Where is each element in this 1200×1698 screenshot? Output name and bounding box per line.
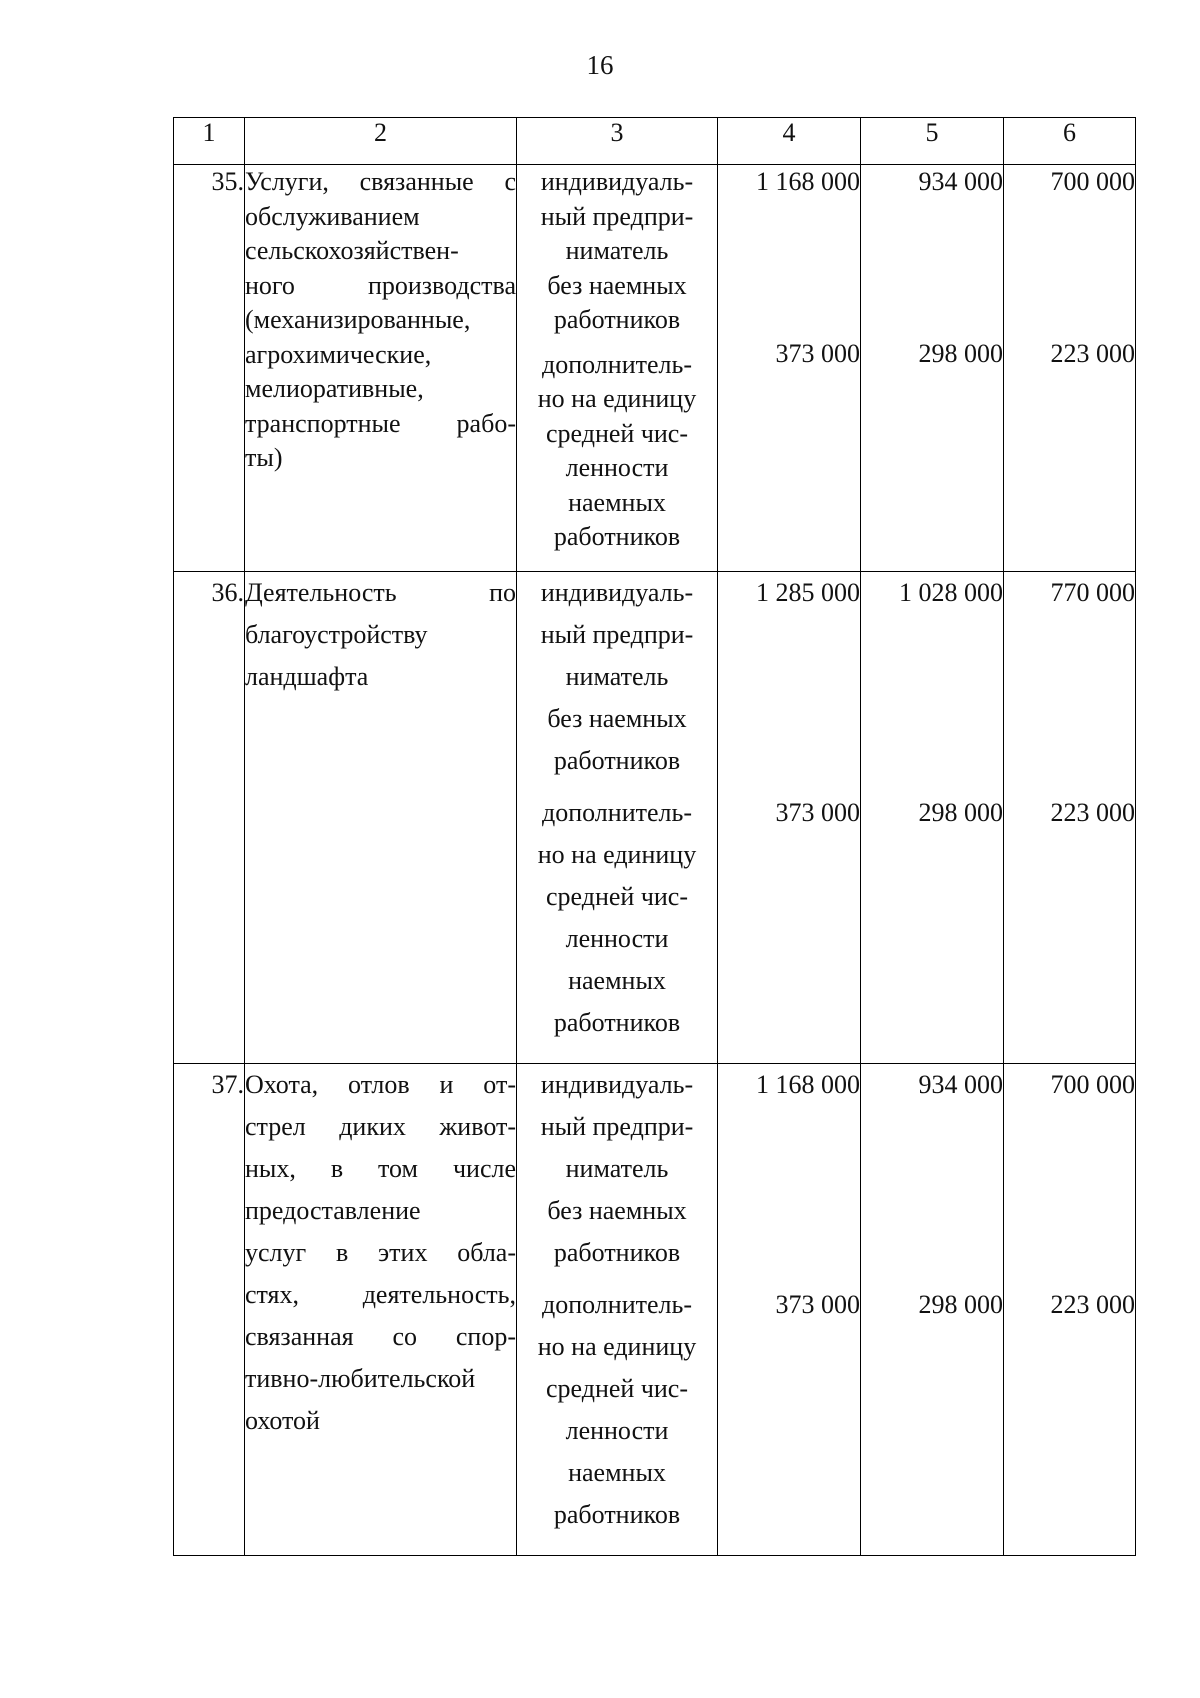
- row-number: 37.: [174, 1064, 245, 1556]
- name-line: Охота, отлов и от-: [245, 1070, 516, 1099]
- value-col-6: [1004, 165, 1136, 572]
- category-line: ниматель: [565, 236, 669, 265]
- value-col-4: [718, 572, 861, 1064]
- name-line: предоставление: [245, 1196, 421, 1225]
- name-line: транспортные рабо-: [245, 408, 516, 438]
- category-line: без наемных: [547, 270, 687, 300]
- category-line: но на единицу: [537, 840, 697, 869]
- activity-name: [245, 1064, 517, 1556]
- category-line: индивидуаль-: [540, 167, 694, 196]
- value-base: 934 000: [918, 167, 1003, 196]
- payer-category: [517, 1064, 718, 1556]
- value-base: 1 285 000: [756, 578, 860, 607]
- payer-category: [517, 572, 718, 1064]
- value-additional: 373 000: [775, 798, 860, 827]
- name-line: тивно-любительской: [245, 1364, 476, 1393]
- category-line: работников: [553, 746, 681, 775]
- value-additional: 373 000: [775, 338, 860, 368]
- name-line: благоустройству: [245, 620, 428, 649]
- category-line: работников: [553, 305, 681, 334]
- category-line: ленности: [565, 1416, 669, 1445]
- value-col-5: [861, 572, 1004, 1064]
- value-additional: 223 000: [1050, 338, 1135, 368]
- category-line: ный предпри-: [540, 201, 694, 231]
- column-header-6: 6: [1004, 118, 1136, 165]
- category-line: дополнитель-: [542, 349, 692, 379]
- category-line: ный предпри-: [540, 620, 694, 649]
- category-line: средней чис-: [545, 882, 689, 911]
- category-line: индивидуаль-: [540, 578, 694, 607]
- category-line: но на единицу: [537, 1332, 697, 1361]
- category-additional: [517, 1284, 717, 1536]
- category-line: наемных: [568, 1458, 666, 1487]
- name-line: мелиоративные,: [245, 374, 424, 403]
- category-line: средней чис-: [545, 1374, 689, 1403]
- category-line: ный предпри-: [540, 1112, 694, 1141]
- category-line: индивидуаль-: [540, 1070, 694, 1099]
- value-base: 700 000: [1050, 1070, 1135, 1099]
- category-individual: [517, 1064, 717, 1274]
- value-base: 1 168 000: [756, 167, 860, 196]
- value-additional: 298 000: [918, 338, 1003, 368]
- category-individual: [517, 165, 717, 338]
- name-line: стрел диких живот-: [245, 1112, 516, 1141]
- name-line: ного производства: [245, 270, 516, 300]
- row-number: 36.: [174, 572, 245, 1064]
- value-base: 934 000: [918, 1070, 1003, 1099]
- name-line: охотой: [245, 1406, 320, 1435]
- category-line: ленности: [565, 924, 669, 953]
- category-line: работников: [553, 1238, 681, 1267]
- name-line: ных, в том числе: [245, 1154, 516, 1183]
- name-line: (механизированные,: [245, 305, 471, 334]
- value-base: 700 000: [1050, 167, 1135, 196]
- category-additional: [517, 348, 717, 555]
- value-col-5: [861, 165, 1004, 572]
- value-col-6: [1004, 1064, 1136, 1556]
- column-header-3: 3: [517, 118, 718, 165]
- category-line: средней чис-: [545, 418, 689, 448]
- value-base: 1 028 000: [899, 578, 1003, 607]
- category-line: ленности: [565, 453, 669, 482]
- category-line: но на единицу: [537, 384, 697, 413]
- column-header-5: 5: [861, 118, 1004, 165]
- activity-name: [245, 572, 517, 1064]
- name-line: услуг в этих обла-: [245, 1238, 516, 1267]
- name-line: сельскохозяйствен-: [245, 236, 459, 265]
- category-line: работников: [553, 1500, 681, 1529]
- table-header-row: [174, 118, 1136, 165]
- table-row: [174, 1064, 1136, 1556]
- value-additional: 223 000: [1050, 798, 1135, 827]
- category-additional: [517, 792, 717, 1044]
- value-col-5: [861, 1064, 1004, 1556]
- value-col-4: [718, 1064, 861, 1556]
- category-line: работников: [553, 522, 681, 551]
- name-line: агрохимические,: [245, 339, 432, 369]
- name-line: обслуживанием: [245, 201, 420, 231]
- activity-name: [245, 165, 517, 572]
- column-header-2: 2: [245, 118, 517, 165]
- name-line: связанная со спор-: [245, 1322, 516, 1351]
- value-col-6: [1004, 572, 1136, 1064]
- value-additional: 373 000: [775, 1290, 860, 1319]
- name-line: ты): [245, 443, 283, 472]
- name-line: ландшафта: [245, 662, 369, 691]
- payer-category: [517, 165, 718, 572]
- category-line: ниматель: [565, 662, 669, 691]
- tax-rate-table: [173, 117, 1136, 1556]
- value-additional: 298 000: [918, 1290, 1003, 1319]
- value-base: 1 168 000: [756, 1070, 860, 1099]
- category-line: работников: [553, 1008, 681, 1037]
- name-line: стях, деятельность,: [245, 1280, 516, 1309]
- category-line: ниматель: [565, 1154, 669, 1183]
- value-additional: 298 000: [918, 798, 1003, 827]
- category-line: дополнитель-: [542, 1290, 692, 1319]
- category-line: дополнитель-: [542, 798, 692, 827]
- name-line: Деятельность по: [245, 578, 516, 607]
- table-row: [174, 572, 1136, 1064]
- page-number: 16: [586, 50, 614, 80]
- table-row: [174, 165, 1136, 572]
- column-header-1: 1: [174, 118, 245, 165]
- value-col-4: [718, 165, 861, 572]
- category-line: наемных: [568, 487, 666, 517]
- name-line: Услуги, связанные с: [245, 167, 516, 196]
- column-header-4: 4: [718, 118, 861, 165]
- row-number: 35.: [174, 165, 245, 572]
- category-line: без наемных: [547, 704, 687, 733]
- category-line: без наемных: [547, 1196, 687, 1225]
- value-base: 770 000: [1050, 578, 1135, 607]
- category-line: наемных: [568, 966, 666, 995]
- value-additional: 223 000: [1050, 1290, 1135, 1319]
- category-individual: [517, 572, 717, 782]
